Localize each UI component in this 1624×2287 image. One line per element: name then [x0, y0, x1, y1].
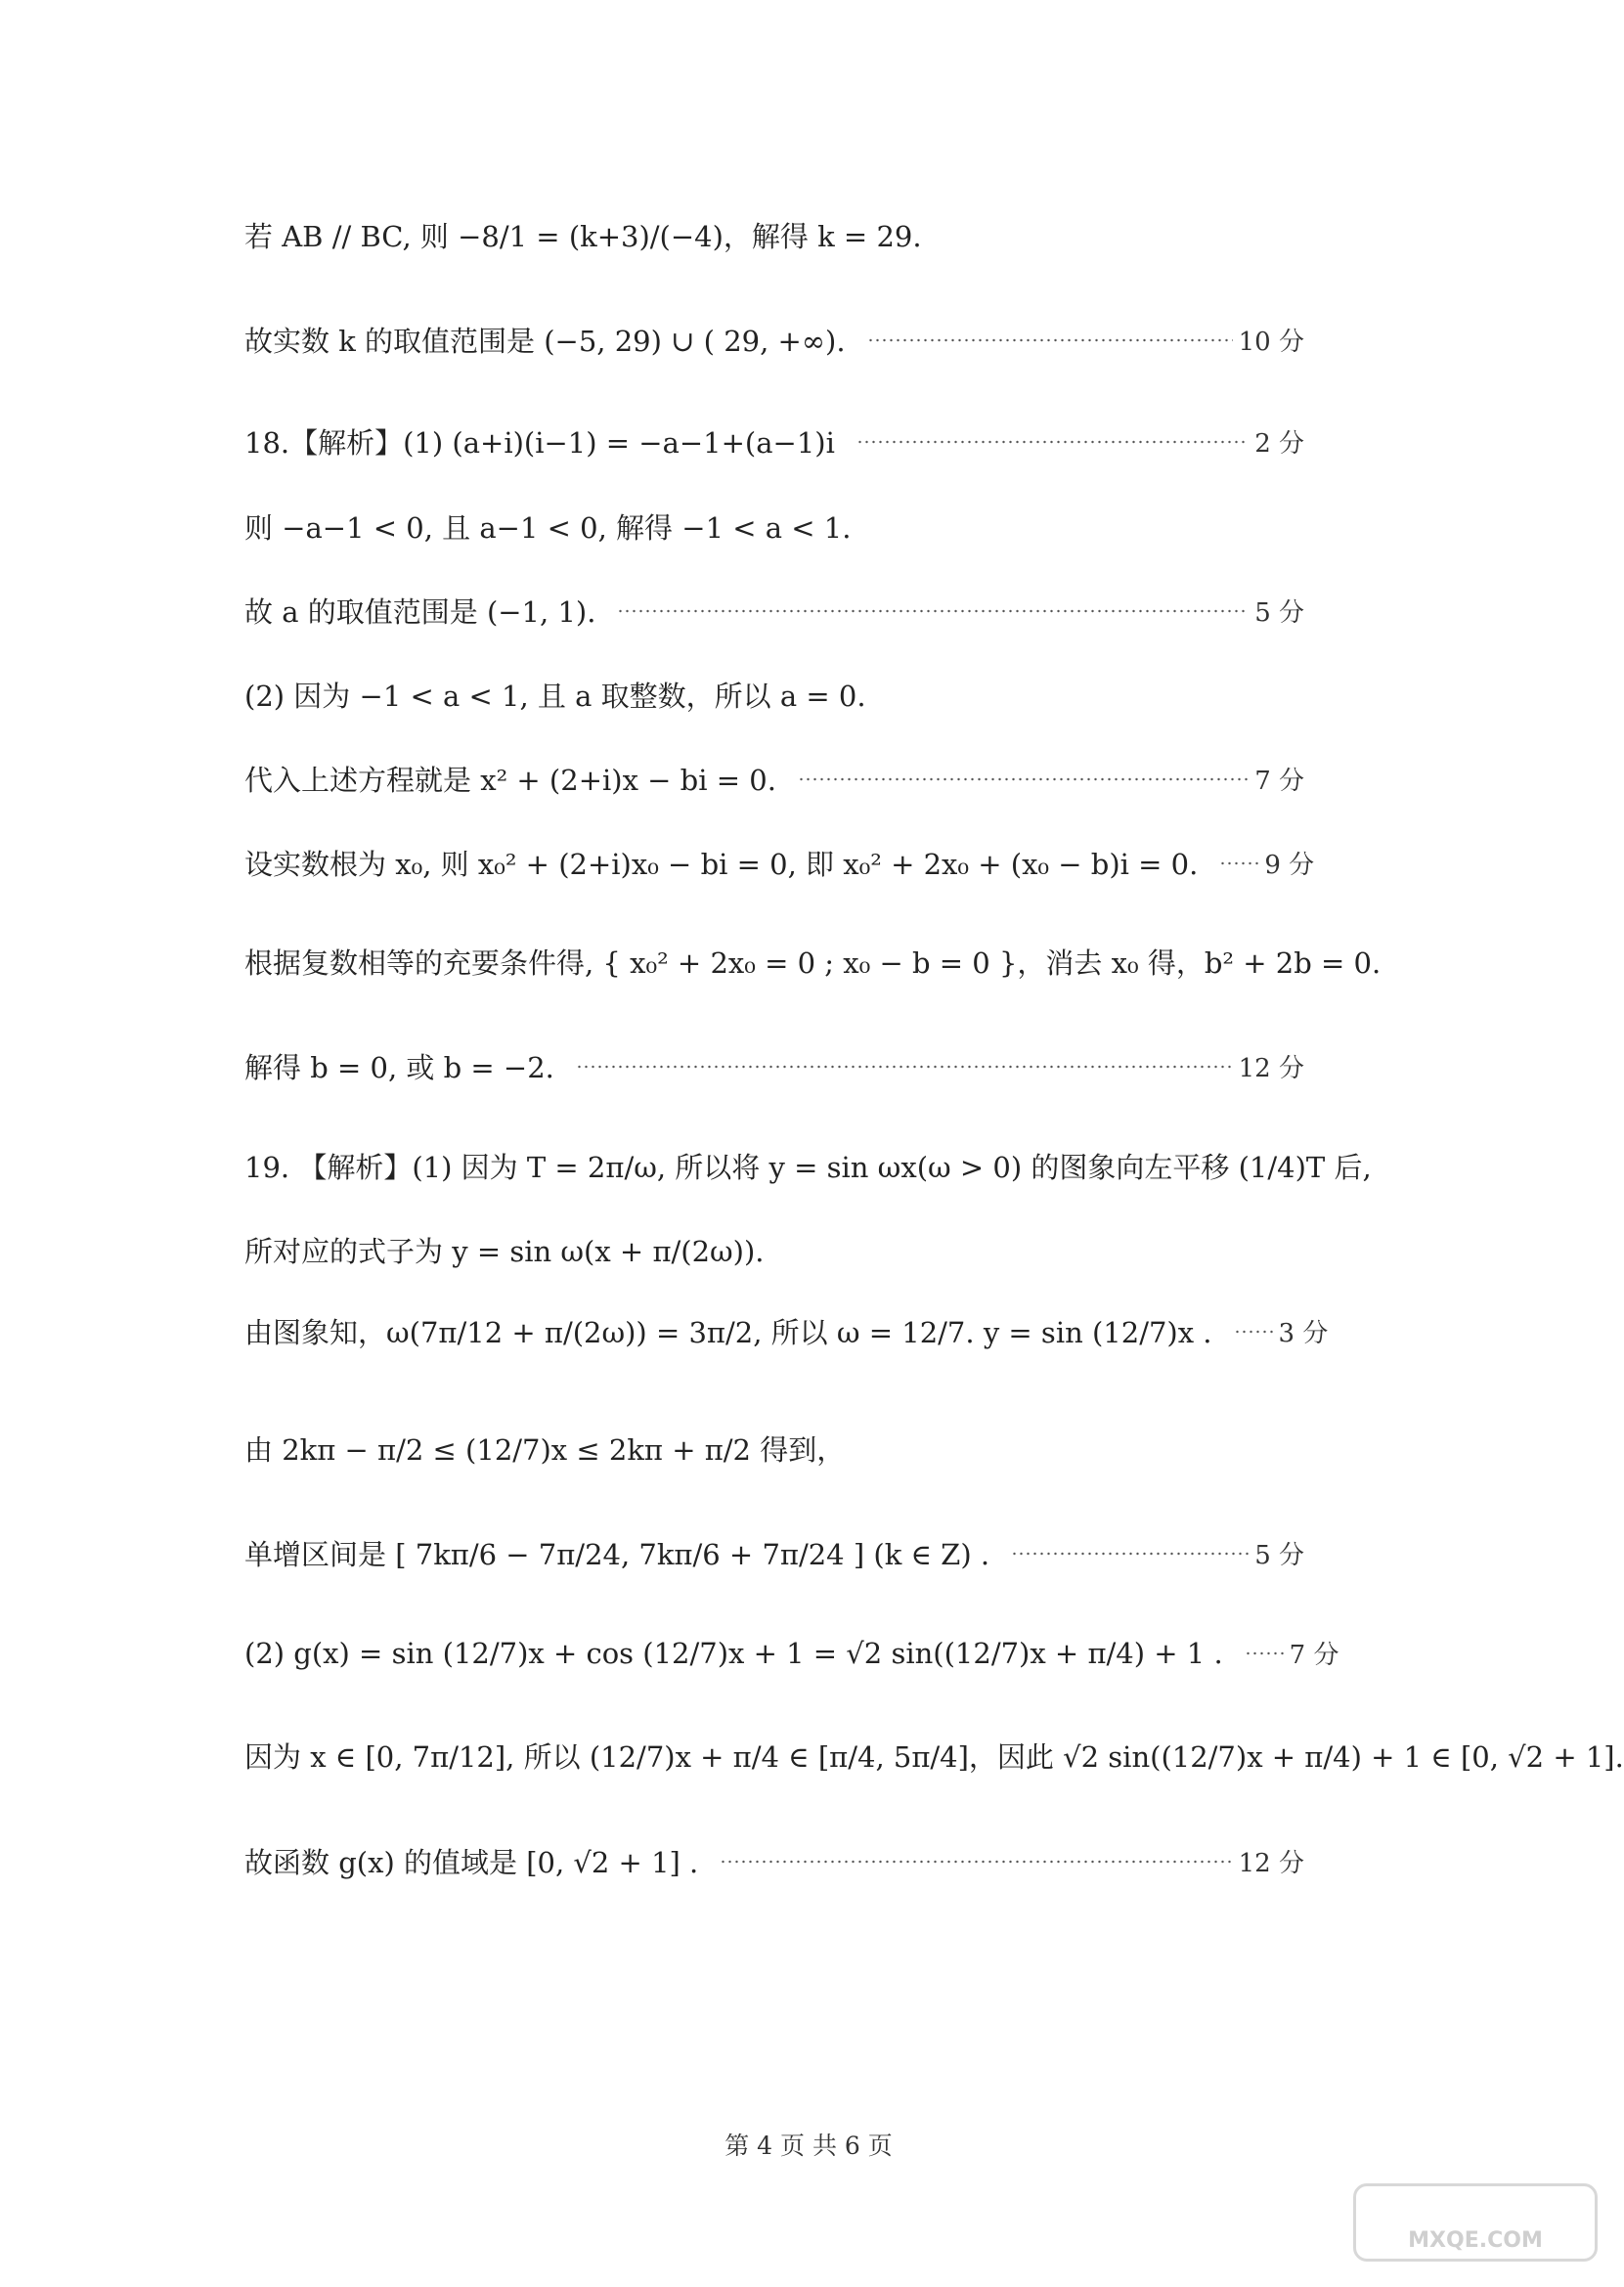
- dot-leader: [1219, 861, 1258, 865]
- line-text: 若 AB // BC, 则 −8/1 = (k+3)/(−4)，解得 k = 29.: [244, 220, 922, 253]
- solution-line-3: [244, 421, 1304, 462]
- solution-line-10: [244, 1046, 1304, 1086]
- dot-leader: [867, 338, 1233, 342]
- watermark-text: MXQE.COM: [1408, 2228, 1543, 2253]
- solution-line-15: [244, 1533, 1304, 1573]
- solution-line-18: [244, 1841, 1304, 1881]
- score-label: 12 分: [1238, 1849, 1304, 1878]
- solution-line-9: [244, 942, 1382, 982]
- dot-leader: [720, 1860, 1232, 1864]
- line-text: 代入上述方程就是 x² + (2+i)x − bi = 0.: [244, 764, 776, 797]
- score-label: 5 分: [1254, 1541, 1304, 1570]
- line-text: 所对应的式子为 y = sin ω(x + π/(2ω)).: [244, 1235, 765, 1268]
- dot-leader: [617, 609, 1249, 613]
- solution-line-4: [244, 506, 1304, 547]
- solution-line-11: [244, 1146, 1372, 1186]
- line-text: (2) 因为 −1 < a < 1, 且 a 取整数，所以 a = 0.: [244, 680, 866, 713]
- line-text: 由图象知，ω(7π/12 + π/(2ω)) = 3π/2, 所以 ω = 12/7. y = sin (12/7)x .: [244, 1316, 1212, 1349]
- line-text: 单增区间是 [ 7kπ/6 − 7π/24, 7kπ/6 + 7π/24 ] (k ∈ Z) .: [244, 1538, 990, 1571]
- score-label: 3 分: [1278, 1319, 1329, 1348]
- score-label: 10 分: [1238, 328, 1304, 357]
- line-text: 根据复数相等的充要条件得, { x₀² + 2x₀ = 0 ; x₀ − b = 0 }，消去 x₀ 得，b² + 2b = 0.: [244, 946, 1382, 980]
- solution-line-2: [244, 320, 1304, 360]
- dot-leader: [576, 1065, 1233, 1069]
- score-label: 2 分: [1254, 429, 1304, 459]
- solution-line-12: [244, 1230, 1304, 1270]
- watermark-logo: [1353, 2183, 1598, 2262]
- dot-leader: [1011, 1552, 1249, 1556]
- line-text: 故 a 的取值范围是 (−1, 1).: [244, 595, 596, 629]
- score-label: 12 分: [1238, 1054, 1304, 1083]
- solution-line-5: [244, 591, 1304, 631]
- solution-line-14: [244, 1429, 1304, 1469]
- score-label: 9 分: [1264, 851, 1315, 880]
- line-text: 故实数 k 的取值范围是 (−5, 29) ∪ ( 29, +∞).: [244, 325, 846, 358]
- line-text: 解得 b = 0, 或 b = −2.: [244, 1051, 554, 1084]
- solution-line-13: [244, 1311, 1329, 1351]
- page-number-footer: 第 4 页 共 6 页: [724, 2132, 893, 2160]
- line-text: 因为 x ∈ [0, 7π/12], 所以 (12/7)x + π/4 ∈ [π/4, 5π/4]，因此 √2 sin((12/7)x + π/4) + 1 ∈ [0, √2 + 1].: [244, 1740, 1624, 1774]
- solution-line-16: [244, 1635, 1339, 1671]
- dot-leader: [856, 440, 1249, 444]
- solution-line-8: [244, 843, 1315, 883]
- solution-line-1: [244, 215, 1304, 255]
- score-label: 5 分: [1254, 598, 1304, 628]
- score-label: 7 分: [1289, 1641, 1339, 1670]
- line-text: 19. 【解析】(1) 因为 T = 2π/ω, 所以将 y = sin ωx(ω > 0) 的图象向左平移 (1/4)T 后,: [244, 1151, 1372, 1184]
- line-text: 设实数根为 x₀, 则 x₀² + (2+i)x₀ − bi = 0, 即 x₀² + 2x₀ + (x₀ − b)i = 0.: [244, 848, 1199, 881]
- dot-leader: [798, 777, 1249, 781]
- dot-leader: [1234, 1330, 1273, 1334]
- line-text: 则 −a−1 < 0, 且 a−1 < 0, 解得 −1 < a < 1.: [244, 511, 852, 545]
- solution-line-17: [244, 1736, 1624, 1776]
- line-text: 18.【解析】(1) (a+i)(i−1) = −a−1+(a−1)i: [244, 426, 835, 460]
- solution-line-6: [244, 675, 1304, 715]
- line-text: (2) g(x) = sin (12/7)x + cos (12/7)x + 1 = √2 sin((12/7)x + π/4) + 1 .: [244, 1636, 1223, 1670]
- solution-line-7: [244, 759, 1304, 799]
- line-text: 故函数 g(x) 的值域是 [0, √2 + 1] .: [244, 1846, 699, 1879]
- score-label: 7 分: [1254, 767, 1304, 796]
- line-text: 由 2kπ − π/2 ≤ (12/7)x ≤ 2kπ + π/2 得到，: [244, 1433, 846, 1467]
- dot-leader: [1245, 1651, 1284, 1655]
